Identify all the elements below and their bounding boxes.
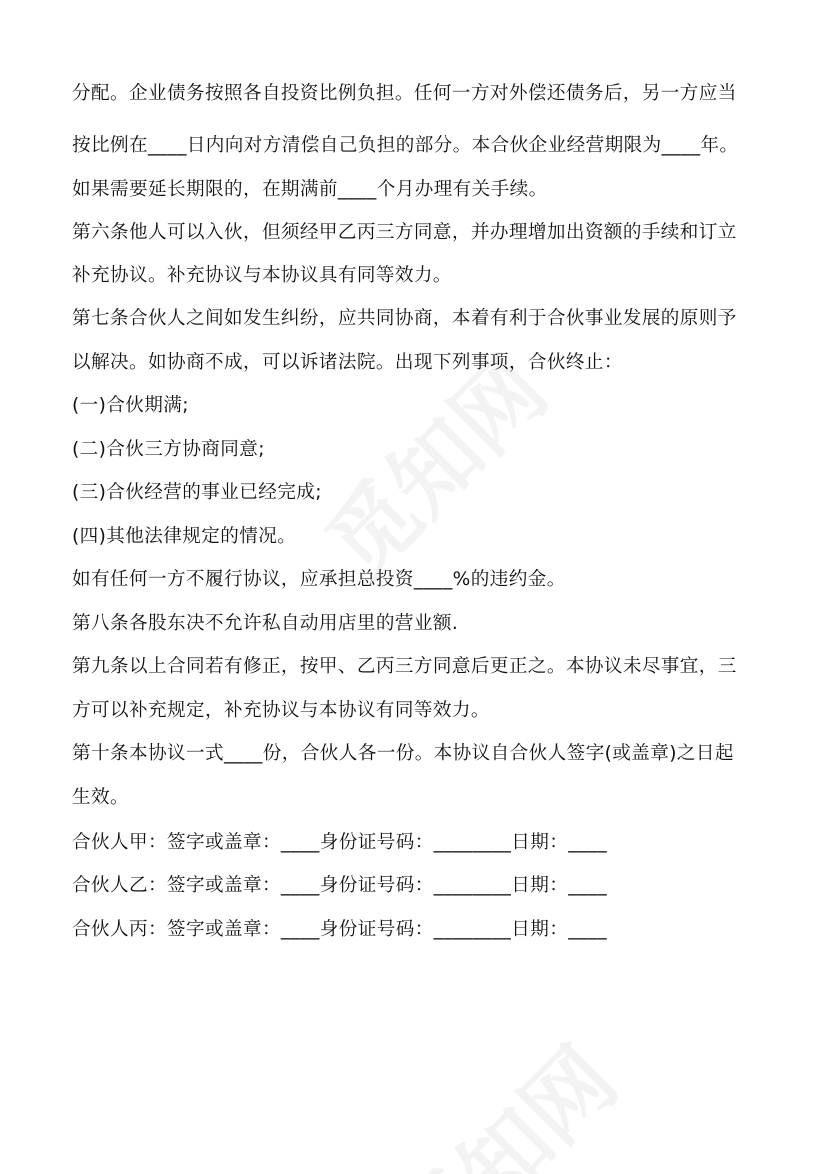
list-item: (一)合伙期满; [72, 395, 189, 416]
paragraph-line: 第九条以上合同若有修正，按甲、乙丙三方同意后更正之。本协议未尽事宜，三 [72, 656, 737, 677]
list-item: (四)其他法律规定的情况。 [72, 526, 297, 547]
paragraph-line: 第七条合伙人之间如发生纠纷，应共同协商，本着有利于合伙事业发展的原则予 [72, 308, 737, 329]
paragraph-line: 分配。企业债务按照各自投资比例负担。任何一方对外偿还债务后，另一方应当 [72, 83, 737, 104]
signature-line-partner-b: 合伙人乙：签字或盖章：____身份证号码：________日期：____ [72, 875, 608, 896]
paragraph-line: 第六条他人可以入伙，但须经甲乙丙三方同意，并办理增加出资额的手续和订立 [72, 222, 737, 243]
list-item: (二)合伙三方协商同意; [72, 439, 265, 460]
paragraph-line: 按比例在____日内向对方清偿自己负担的部分。本合伙企业经营期限为____年。 [72, 135, 739, 156]
watermark [364, 1015, 640, 1174]
paragraph-line: 如果需要延长期限的，在期满前____个月办理有关手续。 [72, 179, 548, 200]
paragraph-line: 以解决。如协商不成，可以诉诸法院。出现下列事项，合伙终止： [72, 352, 623, 373]
signature-line-partner-c: 合伙人丙：签字或盖章：____身份证号码：________日期：____ [72, 919, 608, 940]
list-item: (三)合伙经营的事业已经完成; [72, 482, 322, 503]
paragraph-line: 方可以补充规定，补充协议与本协议有同等效力。 [72, 700, 490, 721]
paragraph-line: 生效。 [72, 787, 129, 808]
paragraph-line: 补充协议。补充协议与本协议具有同等效力。 [72, 265, 452, 286]
paragraph-line: 第十条本协议一式____份，合伙人各一份。本协议自合伙人签字(或盖章)之日起 [72, 743, 734, 764]
signature-line-partner-a: 合伙人甲：签字或盖章：____身份证号码：________日期：____ [72, 832, 608, 853]
paragraph-line: 第八条各股东决不允许私自动用店里的营业额. [72, 613, 459, 634]
paragraph-line: 如有任何一方不履行协议，应承担总投资____%的违约金。 [72, 569, 566, 590]
